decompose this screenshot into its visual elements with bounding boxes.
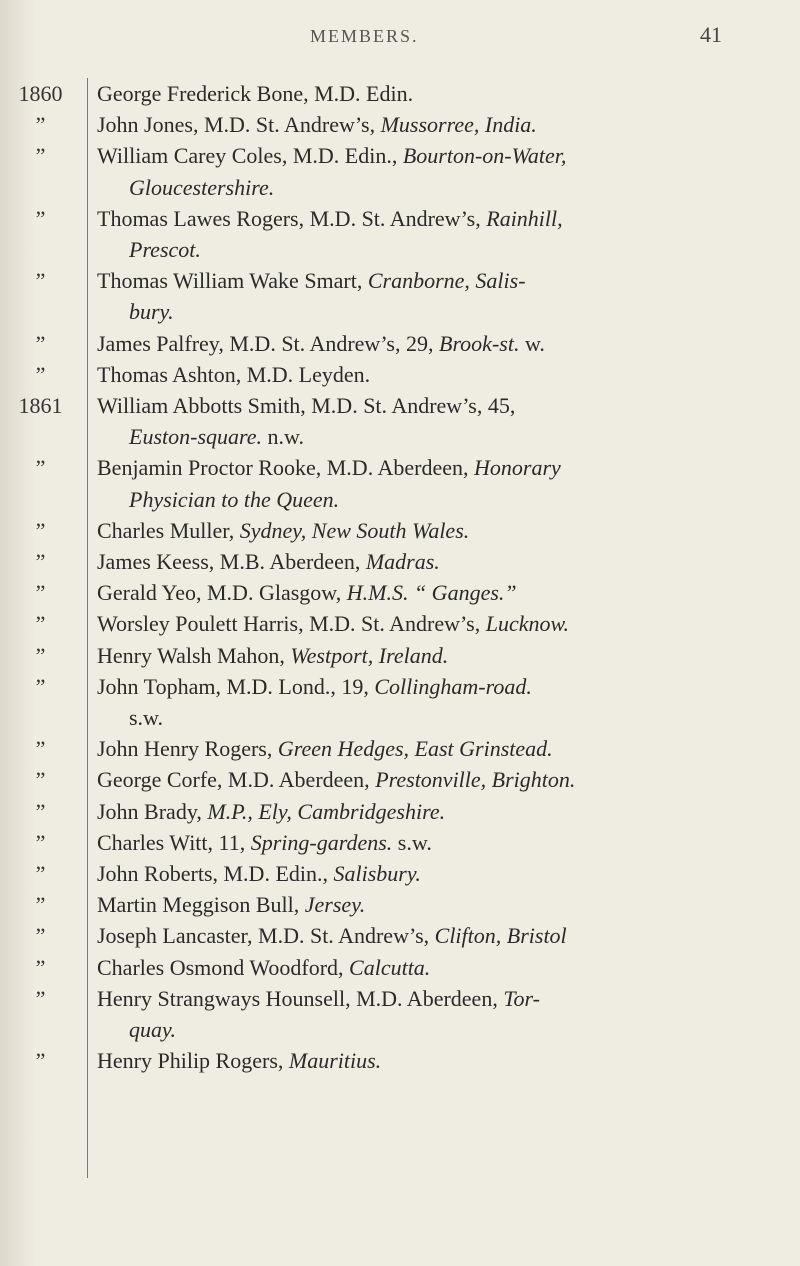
entry-text [87,764,780,795]
member-place: Salisbury. [333,861,421,887]
member-entry [0,78,800,109]
member-entry [0,764,800,795]
entry-year: ” [35,861,46,887]
member-name: Gerald Yeo, M.D. Glasgow, [97,580,347,606]
entry-text [87,733,780,764]
member-name: Martin Meggison Bull, [97,892,305,918]
member-name: Charles Witt, 11, [97,829,251,855]
member-postal-district: s.w. [392,829,432,855]
running-title: MEMBERS. [310,26,419,46]
member-place: Jersey. [304,892,366,918]
member-entry [0,390,800,452]
entry-text [87,109,780,140]
member-entry [0,796,800,827]
entry-year: 1860 [18,81,63,106]
member-entry [0,920,800,951]
entry-continuation [97,484,780,515]
entry-continuation [97,296,780,327]
entry-year: 1861 [18,393,63,419]
member-name: Henry Strangways Hounsell, M.D. Aberdeen, [97,985,504,1011]
entry-continuation [97,1014,780,1045]
entry-continuation [97,234,780,265]
entry-year: ” [35,1048,46,1074]
entry-year: ” [35,268,46,294]
member-name: John Roberts, M.D. Edin., [97,861,334,887]
entry-year: ” [35,798,46,824]
page-header [0,22,800,52]
member-entry [0,546,800,577]
member-place: Calcutta. [349,954,431,980]
member-name: Charles Muller, [97,517,240,543]
entry-text [87,920,780,951]
member-place: Clifton, Bristol [434,923,567,949]
member-name: Thomas William Wake Smart, [97,268,368,294]
entry-year: ” [35,361,46,387]
entry-text [87,608,780,639]
member-name: Worsley Poulett Harris, M.D. St. Andrew’s, [97,611,486,637]
member-postal-district: w. [519,330,545,356]
entry-year: ” [35,580,46,606]
member-name: Joseph Lancaster, M.D. St. Andrew’s, [97,923,435,949]
entry-text [87,265,780,327]
member-place: Mauritius. [288,1048,382,1074]
member-entry [0,827,800,858]
member-name: William Abbotts Smith, M.D. St. Andrew’s, 45, [97,393,516,419]
member-entry [0,577,800,608]
member-name: John Topham, M.D. Lond., 19, [97,673,375,699]
entry-text [87,983,780,1045]
member-place: Tor- [503,985,540,1011]
member-entry [0,203,800,265]
member-place-continued: bury. [129,299,174,325]
entry-text [87,577,780,608]
entry-year: ” [35,143,46,169]
entry-text [87,796,780,827]
member-name: James Palfrey, M.D. St. Andrew’s, 29, [97,330,439,356]
member-place: Collingham-road. [374,673,532,699]
entry-text [87,640,780,671]
entry-text [87,858,780,889]
entry-year: ” [35,549,46,575]
entry-year: ” [35,892,46,918]
entry-text [87,328,780,359]
member-name: Thomas Ashton, M.D. Leyden. [97,361,371,387]
entry-year: ” [35,736,46,762]
entry-text [87,203,780,265]
member-name: George Frederick Bone, M.D. Edin. [97,81,414,106]
member-place: M.P., Ely, Cambridgeshire. [207,798,446,824]
entry-year: ” [35,330,46,356]
entry-text [87,671,780,733]
member-postal-district: n.w. [262,424,304,450]
member-place: Spring-gardens. [250,829,393,855]
member-name: Charles Osmond Woodford, [97,954,350,980]
member-place: Cranborne, Salis- [367,268,526,294]
entry-year: ” [35,767,46,793]
entry-text [87,78,780,109]
entry-year: ” [35,829,46,855]
entry-year: ” [35,642,46,668]
member-place: Green Hedges, East Grinstead. [277,736,553,762]
entry-text [87,889,780,920]
member-entry [0,265,800,327]
member-entry [0,140,800,202]
member-postal-district: s.w. [129,705,164,731]
entry-year: ” [35,954,46,980]
member-place: Honorary [474,455,561,481]
member-entry [0,608,800,639]
entry-text [87,546,780,577]
entry-text [87,952,780,983]
member-place-continued: Gloucestershire. [129,174,275,200]
member-name: Thomas Lawes Rogers, M.D. St. Andrew’s, [97,205,487,231]
entry-continuation [97,421,780,452]
member-entry [0,515,800,546]
member-entry [0,733,800,764]
entry-continuation [97,172,780,203]
entry-text [87,1045,780,1076]
entry-year: ” [35,985,46,1011]
member-place-continued: Prescot. [129,237,201,263]
member-entry [0,452,800,514]
member-entry [0,671,800,733]
entry-text [87,140,780,202]
entry-continuation [97,702,780,733]
member-name: Henry Philip Rogers, [97,1048,289,1074]
member-name: John Brady, [97,798,208,824]
entry-year: ” [35,455,46,481]
entry-year: ” [35,673,46,699]
member-entry [0,328,800,359]
member-place: H.M.S. “ Ganges.” [346,580,517,606]
member-name: William Carey Coles, M.D. Edin., [97,143,403,169]
member-entry [0,952,800,983]
page-number: 41 [700,22,722,47]
member-name: Benjamin Proctor Rooke, M.D. Aberdeen, [97,455,474,481]
member-entry [0,109,800,140]
entry-text [87,390,780,452]
entry-text [87,452,780,514]
entry-text [87,359,780,390]
member-entry [0,359,800,390]
member-place: Mussorree, India. [380,112,537,138]
entry-year: ” [35,517,46,543]
member-place: Lucknow. [485,611,570,637]
member-name: George Corfe, M.D. Aberdeen, [97,767,376,793]
entry-text [87,827,780,858]
member-place: Bourton-on-Water, [402,143,567,169]
member-place-continued: Euston-square. [129,424,263,450]
member-entry [0,640,800,671]
member-place: Sydney, New South Wales. [239,517,470,543]
entry-year: ” [35,112,46,138]
member-place: Westport, Ireland. [290,642,449,668]
member-place: Rainhill, [486,205,563,231]
member-name: John Henry Rogers, [97,736,278,762]
member-place-continued: Physician to the Queen. [129,486,340,512]
member-entry [0,1045,800,1076]
member-name: James Keess, M.B. Aberdeen, [97,549,366,575]
entry-year: ” [35,923,46,949]
entry-text [87,515,780,546]
entry-year: ” [35,611,46,637]
member-place-continued: quay. [129,1017,177,1043]
member-name: John Jones, M.D. St. Andrew’s, [97,112,381,138]
member-name: Henry Walsh Mahon, [97,642,291,668]
member-place: Brook-st. [439,330,520,356]
member-place: Madras. [365,549,440,575]
member-entry [0,983,800,1045]
entry-year: ” [35,205,46,231]
member-place: Prestonville, Brighton. [375,767,576,793]
member-entry [0,889,800,920]
member-list [0,78,800,1077]
member-entry [0,858,800,889]
